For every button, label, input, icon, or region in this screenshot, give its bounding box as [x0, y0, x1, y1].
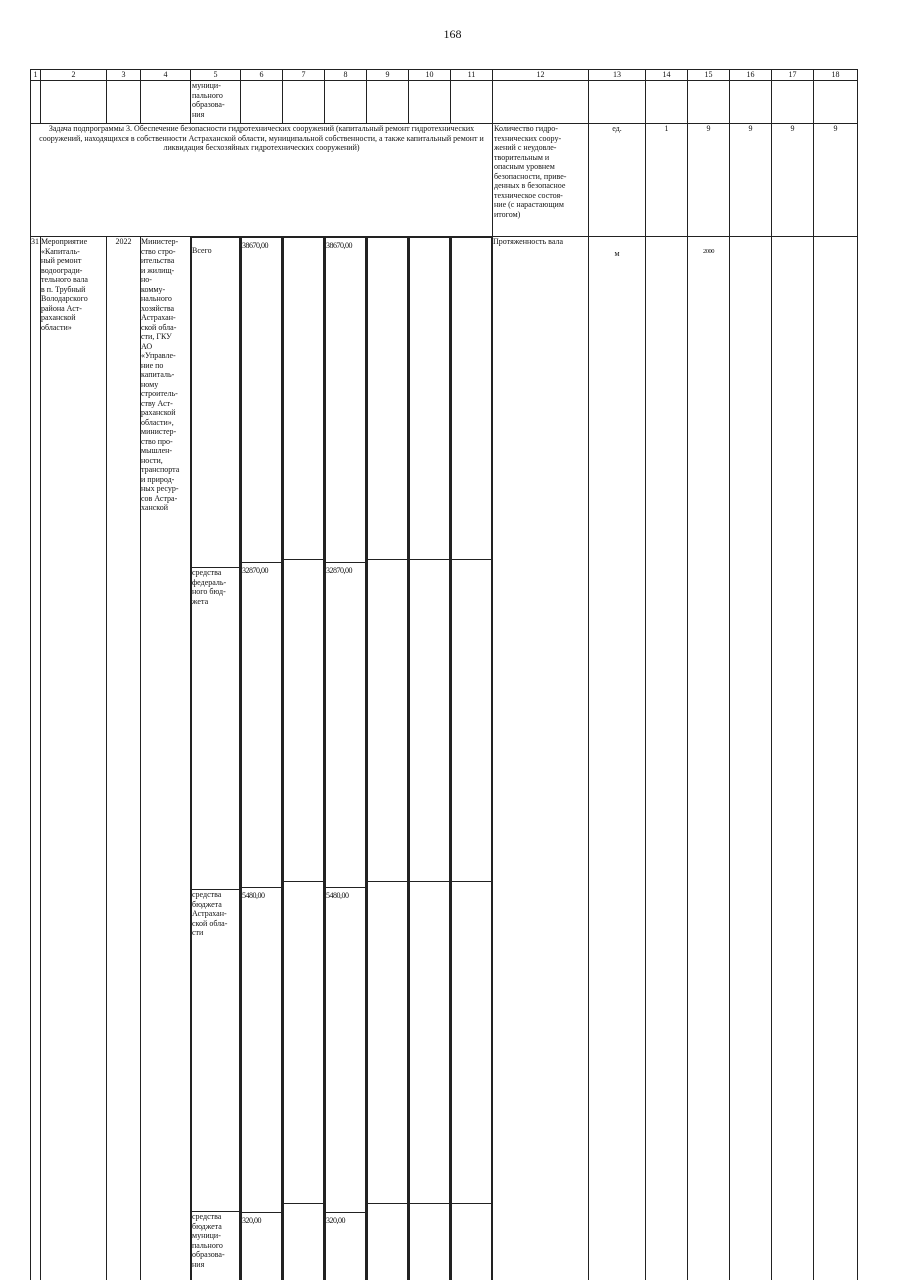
col-header: 18: [814, 70, 858, 81]
source-label: средства федераль- ного бюд- жета: [192, 568, 240, 890]
measure-unit: м: [589, 237, 646, 1280]
continuation-row: [31, 81, 858, 124]
source-label: Всего: [192, 238, 240, 568]
col-header: 9: [367, 70, 409, 81]
measure-row: [31, 237, 858, 1280]
task-description: Задача подпрограммы 3. Обеспечение безопасности гидротехнических сооружений (капитальный ремонт гидротехнических сооружений, находящихся в собственности Астраханской области, муниципальной собственности, а также капитальный ремонт и ликвидация бесхозяйных гидротехнических сооружений): [31, 124, 493, 237]
amount-cell: 5480,00: [242, 888, 282, 1213]
col-header: 15: [688, 70, 730, 81]
task-value-18: 9: [814, 124, 858, 237]
col-header: 12: [493, 70, 589, 81]
measure-year: 2022: [107, 237, 141, 1280]
task-indicator: Количество гидро- технических соору- жений с неудовле- творительным и опасным уровнем безопасности, приве- денных в безопасное техническое состоя- ние (с нарастающим итогом): [493, 124, 589, 237]
amount-cell: 32870,00: [242, 563, 282, 888]
amount-cell: 38670,00: [326, 238, 366, 563]
col-header: 11: [451, 70, 493, 81]
col-header: 14: [646, 70, 688, 81]
col-header: 17: [772, 70, 814, 81]
task-value-15: 9: [688, 124, 730, 237]
col-header: 10: [409, 70, 451, 81]
amount-cell: 320,00: [326, 1213, 366, 1280]
amount-cell: 320,00: [242, 1213, 282, 1280]
col-header: 13: [589, 70, 646, 81]
amount-cell: 38670,00: [242, 238, 282, 563]
col-header: 16: [730, 70, 772, 81]
task-value-16: 9: [730, 124, 772, 237]
source-label: средства бюджета Астрахан- ской обла- сти: [192, 890, 240, 1212]
page-number: 168: [0, 27, 905, 42]
amount-cell: 5480,00: [326, 888, 366, 1213]
task-row: [31, 124, 858, 237]
funding-col-6: [241, 237, 283, 1280]
col-header: 8: [325, 70, 367, 81]
funding-col-7: [283, 237, 325, 1280]
task-value-14: 1: [646, 124, 688, 237]
col-header: 6: [241, 70, 283, 81]
continuation-text: муници- пального образова- ния: [191, 81, 241, 124]
source-label: средства бюджета муници- пального образова- ния: [192, 1212, 240, 1280]
measure-name: Мероприятие «Капиталь- ный ремонт водоогради- тельного вала в п. Трубный Володарского района Аст- раханской области»: [41, 237, 107, 1280]
funding-col-11: [451, 237, 493, 1280]
col-header: 5: [191, 70, 241, 81]
funding-col-10: [409, 237, 451, 1280]
funding-sources: [191, 237, 241, 1280]
task-value-17: 9: [772, 124, 814, 237]
funding-col-9: [367, 237, 409, 1280]
measure-number: 31: [31, 237, 41, 1280]
measure-indicator: Протяженность вала: [493, 237, 589, 1280]
amount-cell: 32870,00: [326, 563, 366, 888]
col-header: 4: [141, 70, 191, 81]
task-unit: ед.: [589, 124, 646, 237]
measure-executor: Министер- ство стро- ительства и жилищ- но- комму- нального хозяйства Астрахан- ской обла- сти, ГКУ АО «Управле- ние по капиталь- ному строитель- ству Аст- раханской области», министер- ство про- мышлен- ности, транспорта и природ- ных ресур- сов Астра- ханской: [141, 237, 191, 1280]
col-header: 2: [41, 70, 107, 81]
measure-value-15: 2000: [688, 237, 730, 1280]
funding-col-8: [325, 237, 367, 1280]
col-header: 1: [31, 70, 41, 81]
col-header: 7: [283, 70, 325, 81]
program-table: [30, 69, 858, 1280]
column-number-row: [31, 70, 858, 81]
col-header: 3: [107, 70, 141, 81]
